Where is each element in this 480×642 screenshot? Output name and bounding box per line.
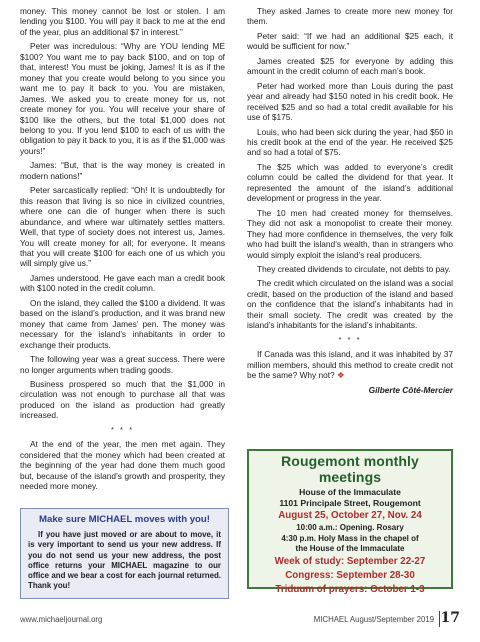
meetings-schedule-mass: 4:30 p.m. Holy Mass in the chapel of (281, 533, 419, 543)
article-paragraph: Business prospered so much that the $1,000 in circulation was not enough to purchase all that was produced on the island as production had greatly increased. (20, 378, 225, 421)
right-article-column (247, 6, 453, 395)
article-paragraph: They asked James to create more new money for them. (247, 6, 453, 27)
section-separator: * * * (110, 424, 135, 434)
article-paragraph: The 10 men had created money for themselves. They did not ask a monopolist to create their money. They had more confidence in themselves, the very folk who had built the island’s wealth, than in strangers who would simply exploit the island’s real producers. (247, 207, 453, 260)
article-paragraph: The following year was a great success. There were no longer arguments when trading goods. (20, 354, 225, 375)
meetings-title: Rougemont monthly meetings (281, 453, 419, 485)
meetings-triduum: Triduum of prayers: October 1-3 (275, 583, 425, 595)
closing-text: If Canada was this island, and it was inhabited by 37 million members, should this method to create credit not be the same? Why not? (247, 349, 453, 381)
meetings-dates: August 25, October 27, Nov. 24 (278, 510, 422, 521)
notice-body: If you have just moved or are about to move, it is very important to send us your new address. If you do not send us your new address, the post office returns your MICHAEL magazine to our office and we bear a cost for each journal returned. Thank you! (28, 530, 221, 591)
rougemont-meetings-box (247, 449, 453, 595)
page-number: 17 (440, 610, 460, 626)
address-change-notice (20, 508, 229, 599)
closing-paragraph (247, 349, 453, 380)
meetings-study-week: Week of study: September 22-27 (274, 555, 426, 567)
author-signature: Gilberte Côté-Mercier (368, 384, 453, 395)
meetings-schedule-opening: 10:00 a.m.: Opening. Rosary (296, 523, 404, 532)
footer-issue: MICHAEL August/September 2019 (313, 615, 434, 624)
end-of-article-icon: ❖ (336, 370, 345, 381)
article-paragraph: The credit which circulated on the island was a social credit, based on the production of the island and based on the confidence that the island’s inhabitants had in their small society. The credit was created by the island’s inhabitants for the island’s inhabitants. (247, 278, 453, 331)
meetings-address: 1101 Principale Street, Rougemont (279, 498, 421, 508)
article-paragraph: The $25 which was added to everyone’s credit column could be called the dividend for that year. It represented the amount of the island’s additional development or progress in the year. (247, 161, 453, 204)
article-paragraph: James: “But, that is the way money is created in modern nations!” (20, 160, 225, 181)
article-paragraph: James understood. He gave each man a credit book with $100 noted in the credit column. (20, 272, 225, 294)
article-paragraph: Peter said: “If we had an additional $25 each, it would be sufficient for now.” (247, 30, 453, 52)
article-paragraph: money. This money cannot be lost or stolen. I am lending you $100. You will pay it back to me at the end of the year, plus an additional $7 in interest.” (20, 6, 225, 37)
section-separator: * * * (338, 334, 362, 344)
article-paragraph: Peter had worked more than Louis during the past year and already had $150 noted in his credit book. He received $25 and so had a total credit available for his use of $175. (247, 80, 453, 123)
article-paragraph: On the island, they called the $100 a dividend. It was based on the island’s production, and it was brand new money that came from James’ pen. The money was necessary for the island’s inhabitants in order to exchange their products. (20, 297, 225, 350)
page-footer (20, 611, 460, 627)
left-article-column (20, 6, 225, 495)
article-paragraph: At the end of the year, the men met again. They considered that the money which had been created at the beginning of the year had done them much good but, because of the island’s growth and prosperity, they needed more money. (20, 439, 225, 492)
article-paragraph: They created dividends to circulate, not debts to pay. (257, 263, 451, 274)
notice-title: Make sure MICHAEL moves with you! (39, 514, 210, 525)
article-paragraph: James created $25 for everyone by adding this amount in the credit column of each man’s book. (247, 55, 453, 77)
article-paragraph: Peter was incredulous: “Why are YOU lending ME $100? You want me to pay back $100, and on top of that, interest! You must be joking, James! It is as if the money that you create would belong to you since you want me to pay it back to you. You are mistaken, James. We asked you to create money for us, not create money for you. You will receive your share of $100 like the others, but the total $1,000 does not belong to you. If you lend $100 to each of us with the obligation to pay it back to you, it is as if the $1,000 was yours!” (20, 41, 225, 156)
article-paragraph: Louis, who had been sick during the year, had $50 in his credit book at the end of the year. He received $25 and so had a total of $75. (247, 126, 453, 158)
meetings-house: House of the Immaculate (299, 487, 401, 497)
meetings-congress: Congress: September 28-30 (285, 569, 415, 581)
meetings-schedule-chapel: the House of the Immaculate (295, 544, 405, 553)
footer-website-link[interactable]: www.michaeljournal.org (20, 615, 103, 624)
article-paragraph: Peter sarcastically replied: “Oh! It is undoubtedly for this reason that living is so nice in civilized countries, where one can die of hunger when there is such abundance, and where war ultimately settles matters. Well, that type of society does not interest us, James. You will create money for all; for everyone. It means that you will create $100 for each one of us which you will simply give us.” (20, 185, 225, 269)
